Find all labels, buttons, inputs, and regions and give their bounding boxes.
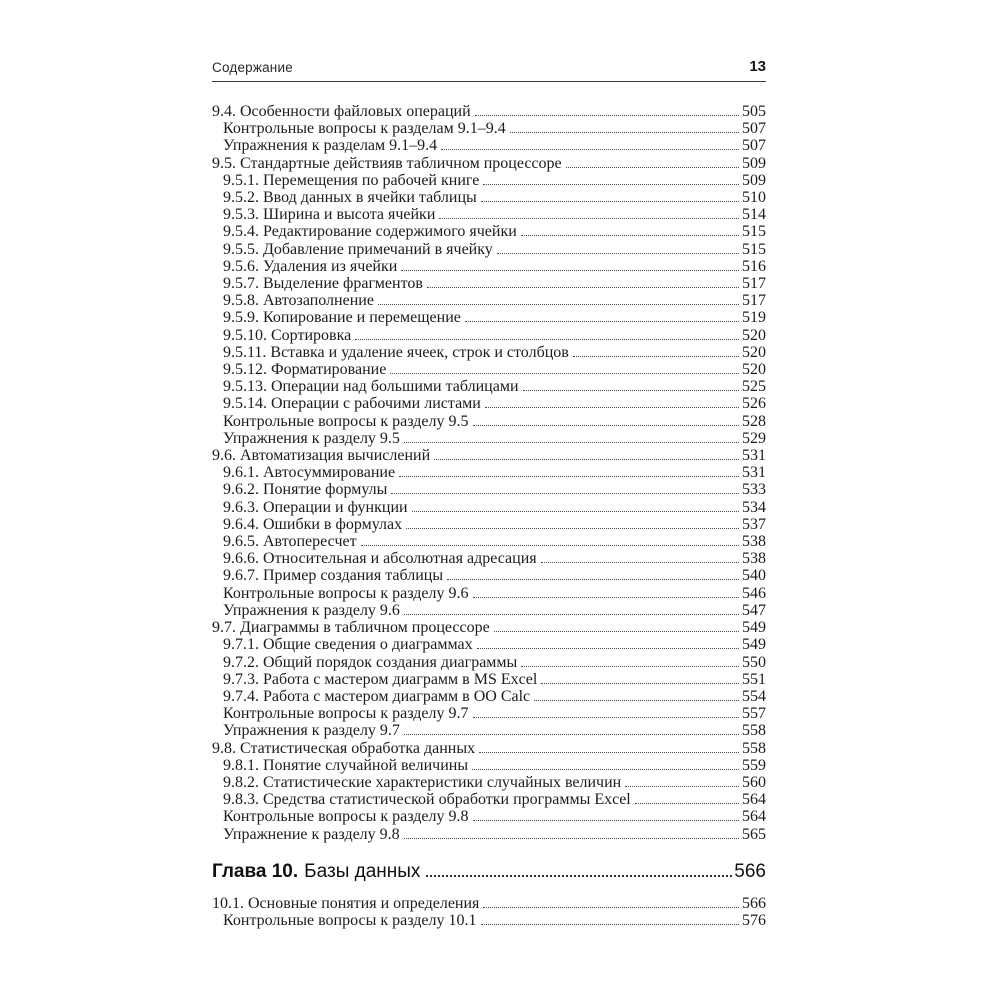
toc-entry-page-number: 525 [742,378,766,396]
toc-entry [212,516,766,533]
toc-entry-page-number: 558 [742,722,766,740]
toc-entry-label: 9.6.6. Относительная и абсолютная адресация [223,550,537,568]
toc-entry-page-number: 531 [742,464,766,482]
dot-leader [391,493,739,494]
toc-chapter-heading [212,860,766,884]
toc-entry [212,223,766,240]
toc-entry-label: Контрольные вопросы к разделу 9.8 [223,808,469,826]
dot-leader [406,528,739,529]
toc-entry [212,688,766,705]
dot-leader [439,218,739,219]
dot-leader [534,700,739,701]
toc-entry-label: Контрольные вопросы к разделу 9.5 [223,412,469,430]
toc-entry-page-number: 557 [742,705,766,723]
dot-leader [510,132,739,133]
toc-entry-page-number: 576 [742,911,766,929]
toc-entry [212,808,766,825]
dot-leader [404,442,739,443]
dot-leader [483,184,739,185]
toc-entry-label: Упражнения к разделу 9.6 [223,601,400,619]
toc-entry [212,671,766,688]
toc-entry [212,344,766,361]
dot-leader [473,820,740,821]
toc-list [212,103,766,929]
toc-entry-label: Контрольные вопросы к разделу 10.1 [223,911,477,929]
toc-entry [212,602,766,619]
toc-entry [212,740,766,757]
toc-entry-page-number: 515 [742,240,766,258]
toc-entry-label: 9.6.4. Ошибки в формулах [223,515,403,533]
toc-entry-page-number: 551 [742,670,766,688]
dot-leader [473,597,740,598]
toc-entry-label: Контрольные вопросы к разделу 9.6 [223,584,469,602]
dot-leader [521,235,739,236]
toc-entry-page-number: 538 [742,550,766,568]
dot-leader [447,579,739,580]
toc-entry-page-number: 560 [742,773,766,791]
toc-entry-page-number: 537 [742,515,766,533]
toc-entry-page-number: 538 [742,533,766,551]
toc-entry [212,774,766,791]
toc-entry-page-number: 519 [742,309,766,327]
toc-entry [212,499,766,516]
toc-entry [212,895,766,912]
toc-entry-page-number: 528 [742,412,766,430]
toc-entry-page-number: 559 [742,756,766,774]
toc-entry-label: 9.6.7. Пример создания таблицы [223,567,444,585]
toc-entry [212,464,766,481]
toc-entry-page-number: 540 [742,567,766,585]
dot-leader [573,356,739,357]
dot-leader [361,545,739,546]
toc-entry [212,481,766,498]
dot-leader [472,769,739,770]
toc-entry-label: Упражнения к разделу 9.7 [223,722,400,740]
toc-entry-page-number: 517 [742,275,766,293]
toc-entry-label: 9.5.3. Ширина и высота ячейки [223,206,436,224]
dot-leader [477,648,739,649]
toc-entry-page-number: 549 [742,636,766,654]
toc-entry-label: 9.5.9. Копирование и перемещение [223,309,461,327]
toc-entry-label: 9.5.5. Добавление примечаний в ячейку [223,240,493,258]
toc-entry-page-number: 531 [742,447,766,465]
dot-leader [475,115,739,116]
dot-leader [483,907,739,908]
content-column [212,58,766,929]
toc-entry [212,155,766,172]
toc-entry-page-number: 509 [742,154,766,172]
toc-entry-label: 9.7.1. Общие сведения о диаграммах [223,636,473,654]
toc-entry [212,757,766,774]
dot-leader [481,201,739,202]
toc-entry-page-number: 558 [742,739,766,757]
toc-entry [212,447,766,464]
toc-entry-label: 9.7.4. Работа с мастером диаграмм в OO Calc [223,687,531,705]
toc-entry [212,550,766,567]
toc-entry [212,103,766,120]
toc-entry-page-number: 514 [742,206,766,224]
toc-entry [212,619,766,636]
toc-entry-page-number: 533 [742,481,766,499]
toc-entry-page-number: 529 [742,429,766,447]
toc-entry-page-number: 520 [742,326,766,344]
toc-entry-label: 9.8. Статистическая обработка данных [212,739,476,757]
toc-entry-page-number: 526 [742,395,766,413]
toc-entry [212,585,766,602]
toc-entry-page-number: 564 [742,791,766,809]
toc-entry [212,654,766,671]
toc-entry-label: Контрольные вопросы к разделу 9.7 [223,705,469,723]
dot-leader [404,838,739,839]
toc-entry-page-number: 546 [742,584,766,602]
toc-entry-page-number: 516 [742,257,766,275]
toc-entry [212,258,766,275]
dot-leader [494,631,739,632]
toc-entry [212,309,766,326]
toc-entry-label: 9.5. Стандартные действияв табличном процессоре [212,154,562,172]
toc-entry [212,636,766,653]
toc-entry-label: 9.6. Автоматизация вычислений [212,447,431,465]
dot-leader [401,270,739,271]
dot-leader [523,390,739,391]
toc-entry [212,567,766,584]
toc-entry-page-number: 505 [742,103,766,120]
dot-leader [355,339,739,340]
toc-entry-label: 9.5.13. Операции над большими таблицами [223,378,519,396]
chapter-prefix: Глава 10. [212,860,299,882]
toc-entry [212,189,766,206]
toc-entry-page-number: 566 [742,894,766,912]
toc-entry-label: 9.6.5. Автопересчет [223,533,357,551]
dot-leader [412,511,739,512]
dot-leader [399,476,739,477]
toc-entry-label: 9.5.10. Сортировка [223,326,352,344]
dot-leader [390,373,739,374]
toc-entry [212,137,766,154]
toc-entry-label: 9.5.12. Форматирование [223,361,387,379]
toc-entry-page-number: 517 [742,292,766,310]
toc-entry [212,292,766,309]
toc-entry-label: 9.5.4. Редактирование содержимого ячейки [223,223,517,241]
dot-leader [497,253,739,254]
toc-entry-page-number: 520 [742,361,766,379]
toc-entry [212,791,766,808]
dot-leader [479,752,739,753]
page-number: 13 [749,58,766,75]
running-header-title: Содержание [212,60,293,75]
toc-entry-page-number: 550 [742,653,766,671]
toc-entry-label: Упражнения к разделам 9.1–9.4 [223,137,438,155]
toc-entry-page-number: 510 [742,189,766,207]
toc-entry-label: Контрольные вопросы к разделам 9.1–9.4 [223,120,506,138]
toc-entry-page-number: 549 [742,619,766,637]
toc-entry-page-number: 534 [742,498,766,516]
toc-entry-page-number: 507 [742,137,766,155]
toc-entry-label: 9.8.2. Статистические характеристики случайных величин [223,773,622,791]
toc-entry-label: 9.4. Особенности файловых операций [212,103,471,120]
dot-leader [404,734,739,735]
dot-leader [441,149,739,150]
toc-entry-label: 9.8.3. Средства статистической обработки программы Excel [223,791,631,809]
dot-leader [473,717,740,718]
toc-entry-label: 9.5.8. Автозаполнение [223,292,374,310]
toc-entry-label: 9.5.11. Вставка и удаление ячеек, строк и столбцов [223,343,569,361]
dot-leader [473,425,740,426]
toc-entry [212,378,766,395]
dot-leader [485,407,739,408]
toc-entry-label: 9.5.1. Перемещения по рабочей книге [223,171,480,189]
toc-entry [212,705,766,722]
toc-entry [212,826,766,843]
toc-entry [212,120,766,137]
toc-entry [212,172,766,189]
toc-entry-page-number: 507 [742,120,766,138]
toc-entry-label: 9.7. Диаграммы в табличном процессоре [212,619,490,637]
chapter-page-number: 566 [734,860,766,882]
dot-leader [521,666,739,667]
toc-entry-label: 9.5.7. Выделение фрагментов [223,275,423,293]
toc-entry-label: 9.6.3. Операции и функции [223,498,408,516]
toc-entry-label: 9.5.2. Ввод данных в ячейки таблицы [223,189,477,207]
dot-leader [427,287,739,288]
dot-leader [566,167,739,168]
running-header [212,58,766,82]
toc-entry-label: 9.7.3. Работа с мастером диаграмм в MS Excel [223,670,538,688]
dot-leader [434,459,739,460]
toc-entry [212,206,766,223]
chapter-title: Базы данных [304,860,421,882]
toc-entry-label: 9.5.6. Удаления из ячейки [223,257,398,275]
toc-entry-label: 9.5.14. Операции с рабочими листами [223,395,481,413]
toc-entry-label: 9.7.2. Общий порядок создания диаграммы [223,653,518,671]
toc-entry [212,912,766,929]
toc-entry [212,327,766,344]
dot-leader [404,614,739,615]
toc-entry-page-number: 520 [742,343,766,361]
toc-entry-page-number: 509 [742,171,766,189]
dot-leader [481,924,740,925]
toc-entry-label: Упражнения к разделу 9.5 [223,429,400,447]
toc-entry [212,533,766,550]
toc-entry-label: 9.6.2. Понятие формулы [223,481,388,499]
toc-entry [212,722,766,739]
dot-leader [426,875,732,877]
dot-leader [465,321,739,322]
dot-leader [625,786,739,787]
toc-entry [212,275,766,292]
dot-leader [378,304,739,305]
toc-entry-page-number: 565 [742,825,766,843]
toc-entry-label: 9.8.1. Понятие случайной величины [223,756,469,774]
toc-entry-page-number: 564 [742,808,766,826]
toc-entry [212,430,766,447]
toc-entry-label: Упражнение к разделу 9.8 [223,825,400,843]
toc-entry [212,241,766,258]
toc-entry-label: 9.6.1. Автосуммирование [223,464,396,482]
dot-leader [635,803,739,804]
toc-entry [212,361,766,378]
dot-leader [541,683,739,684]
toc-entry-page-number: 515 [742,223,766,241]
toc-entry [212,413,766,430]
toc-entry-page-number: 554 [742,687,766,705]
toc-entry [212,395,766,412]
toc-entry-page-number: 547 [742,601,766,619]
dot-leader [541,562,739,563]
toc-entry-label: 10.1. Основные понятия и определения [212,894,480,912]
